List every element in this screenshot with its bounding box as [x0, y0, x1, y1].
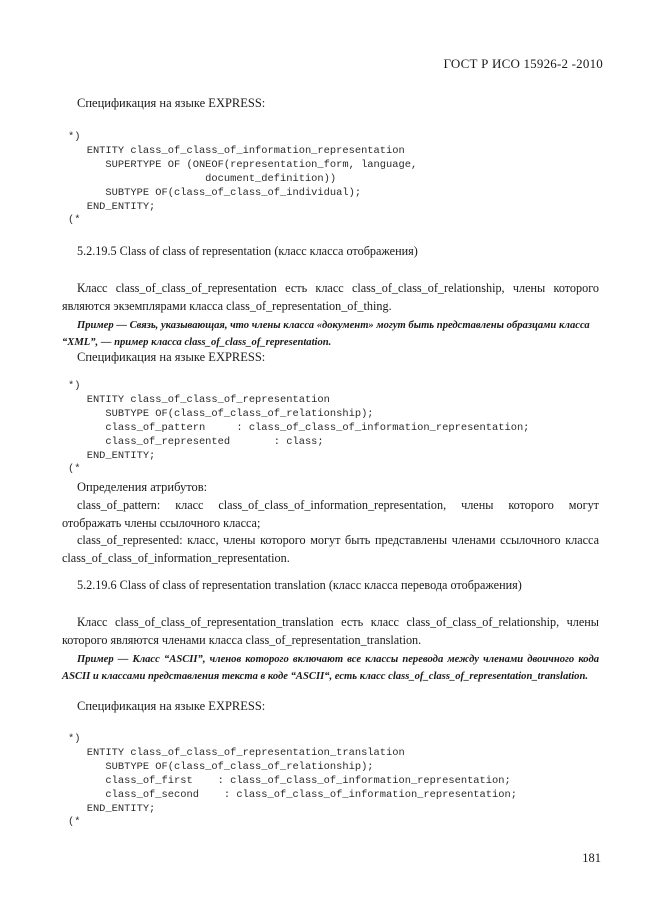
section-heading: 5.2.19.5 Class of class of representation (класс класса отображения)	[77, 244, 418, 258]
page-number: 181	[582, 851, 601, 865]
example-note: Пример — Класс “ASCII”, членов которого включают все классы перевода между членами двоичного кода ASCII и классами представления текста в коде “ASCII“, есть класс class_of_class_of_representation_translation.	[62, 654, 599, 683]
spec-label: Спецификация на языке EXPRESS:	[77, 350, 266, 364]
example-note-line: Пример — Связь, указывающая, что члены класса «документ» могут быть представлены образцами класса	[77, 320, 590, 331]
attributes-label: Определения атрибутов:	[77, 480, 208, 494]
express-code-block: *) ENTITY class_of_class_of_representation SUBTYPE OF(class_of_class_of_relationship); class_of_pattern : class_of_class_of_information_representation; class_of_represented : class; END_ENTITY; (*	[68, 380, 530, 476]
paragraph: Класс class_of_class_of_representation есть класс class_of_class_of_relationship, члены которого являются экземплярами класса class_of_representation_of_thing.	[62, 281, 599, 313]
attribute-definition: class_of_represented: класс, члены которого могут быть представлены членами ссылочного класса class_of_class_of_information_representation.	[62, 533, 599, 565]
section-heading: 5.2.19.6 Class of class of representation translation (класс класса перевода отображения)	[77, 578, 522, 592]
example-note-line: “XML”, — пример класса class_of_class_of_representation.	[62, 337, 332, 349]
document-header: ГОСТ Р ИСО 15926-2 -2010	[443, 56, 603, 71]
spec-label: Спецификация на языке EXPRESS:	[77, 699, 266, 713]
paragraph: Класс class_of_class_of_representation_translation есть класс class_of_class_of_relationship, члены которого являются членами класса class_of_representation_translation.	[62, 615, 599, 647]
spec-label: Спецификация на языке EXPRESS:	[77, 96, 266, 110]
example-note	[62, 317, 599, 352]
attribute-definition: class_of_pattern: класс class_of_class_of_information_representation, члены которого могут отображать члены ссылочного класса;	[62, 498, 599, 530]
express-code-block: *) ENTITY class_of_class_of_representation_translation SUBTYPE OF(class_of_class_of_relationship); class_of_first : class_of_class_of_information_representation; class_of_second : class_of_class_of_information_representation; END_ENTITY; (*	[68, 733, 517, 829]
express-code-block: *) ENTITY class_of_class_of_information_representation SUPERTYPE OF (ONEOF(representation_form, language, document_definition)) SUBTYPE OF(class_of_class_of_individual); END_ENTITY; (*	[68, 131, 418, 227]
